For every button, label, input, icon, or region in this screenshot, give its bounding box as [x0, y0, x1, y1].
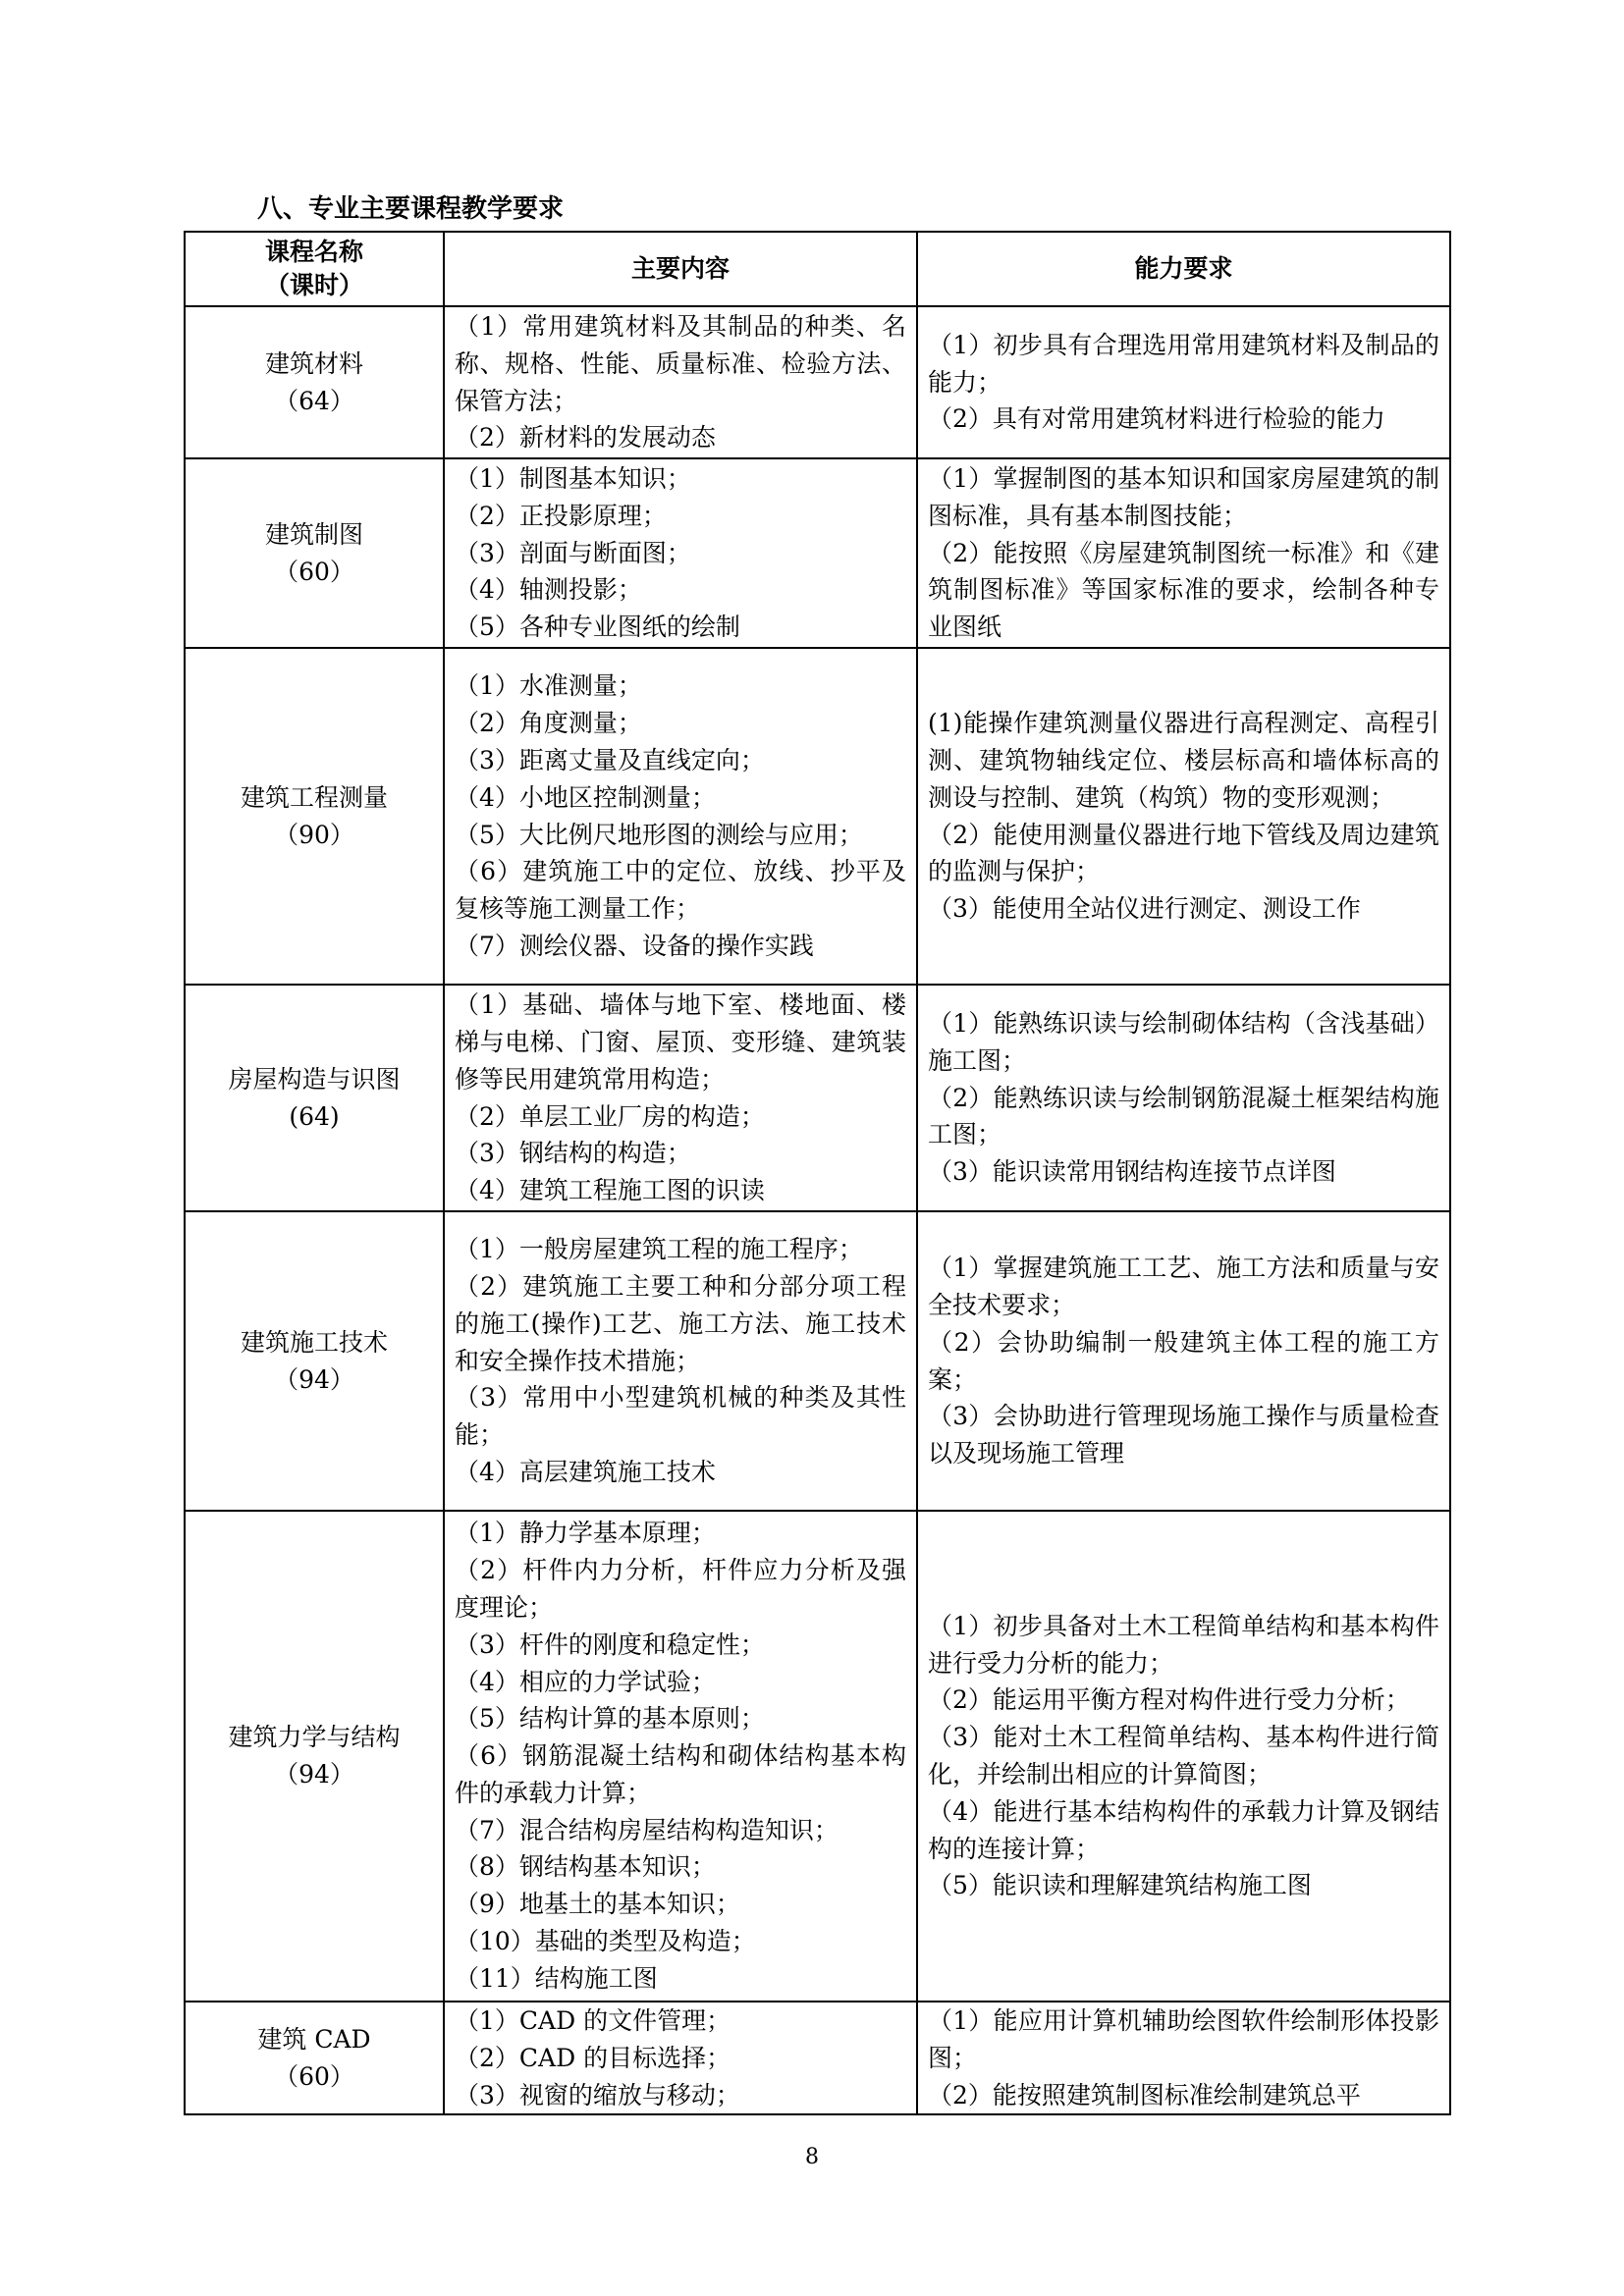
- course-name-cell: [185, 1211, 444, 1511]
- course-content-cell: [444, 648, 917, 985]
- ability-item: （2）具有对常用建筑材料进行检验的能力: [928, 404, 1385, 434]
- course-name-cell: [185, 458, 444, 648]
- course-hours: （60）: [274, 2061, 354, 2091]
- course-hours: （64）: [274, 386, 354, 415]
- content-item: （5）结构计算的基本原则；: [455, 1704, 765, 1734]
- content-item: （1）CAD 的文件管理；: [455, 2006, 731, 2035]
- ability-item: （1）能熟练识读与绘制砌体结构（含浅基础）施工图；: [928, 1009, 1439, 1075]
- course-content-cell: [444, 1511, 917, 2002]
- course-row: [185, 306, 1450, 458]
- ability-item: （2）能使用测量仪器进行地下管线及周边建筑的监测与保护；: [928, 820, 1439, 886]
- ability-item: (1)能操作建筑测量仪器进行高程测定、高程引测、建筑物轴线定位、楼层标高和墙体标高的测设与控制、建筑（构筑）物的变形观测；: [928, 709, 1439, 812]
- course-content-cell: [444, 985, 917, 1211]
- header-course-name: [185, 232, 444, 306]
- ability-item: （3）会协助进行管理现场施工操作与质量检查以及现场施工管理: [928, 1402, 1439, 1468]
- content-item: （3）杆件的刚度和稳定性；: [455, 1629, 765, 1659]
- content-item: （4）建筑工程施工图的识读: [455, 1176, 765, 1205]
- content-item: （7）混合结构房屋结构构造知识；: [455, 1815, 839, 1844]
- content-item: （9）地基土的基本知识；: [455, 1890, 740, 1919]
- course-row: [185, 458, 1450, 648]
- page-number: 8: [805, 2145, 819, 2169]
- content-item: （2）角度测量；: [455, 709, 642, 738]
- content-item: （5）大比例尺地形图的测绘与应用；: [455, 820, 863, 849]
- course-name: 建筑施工技术: [240, 1327, 388, 1357]
- ability-item: （3）能识读常用钢结构连接节点详图: [928, 1157, 1336, 1187]
- content-item: （8）钢结构基本知识；: [455, 1852, 716, 1882]
- course-hours: （94）: [274, 1760, 354, 1789]
- header-course-name-line1: 课程名称: [264, 238, 363, 266]
- content-item: （3）钢结构的构造；: [455, 1139, 691, 1168]
- ability-item: （2）能熟练识读与绘制钢筋混凝土框架结构施工图；: [928, 1083, 1439, 1149]
- course-row: [185, 1511, 1450, 2002]
- course-ability-cell: [917, 306, 1450, 458]
- ability-item: （2）会协助编制一般建筑主体工程的施工方案；: [928, 1327, 1439, 1394]
- content-item: （1）基础、墙体与地下室、楼地面、楼梯与电梯、门窗、屋顶、变形缝、建筑装修等民用建筑常用构造；: [455, 990, 906, 1094]
- content-item: （2）建筑施工主要工种和分部分项工程的施工(操作)工艺、施工方法、施工技术和安全操作技术措施；: [455, 1272, 906, 1375]
- course-name: 房屋构造与识图: [228, 1064, 401, 1094]
- course-name: 建筑材料: [264, 348, 363, 378]
- course-ability-cell: [917, 2002, 1450, 2114]
- content-item: （4）高层建筑施工技术: [455, 1457, 716, 1486]
- course-row: [185, 2002, 1450, 2114]
- ability-item: （1）掌握建筑施工工艺、施工方法和质量与安全技术要求；: [928, 1254, 1439, 1319]
- course-row: [185, 648, 1450, 985]
- content-item: （10）基础的类型及构造；: [455, 1927, 756, 1956]
- course-ability-cell: [917, 458, 1450, 648]
- header-ability-requirements: 能力要求: [917, 232, 1450, 306]
- content-item: （4）相应的力学试验；: [455, 1667, 716, 1696]
- course-ability-cell: [917, 1511, 1450, 2002]
- course-name-cell: [185, 2002, 444, 2114]
- course-hours: （60）: [274, 557, 354, 586]
- ability-item: （2）能运用平衡方程对构件进行受力分析；: [928, 1685, 1410, 1715]
- header-main-content: 主要内容: [444, 232, 917, 306]
- content-item: （2）正投影原理；: [455, 501, 667, 530]
- course-name-cell: [185, 1511, 444, 2002]
- content-item: （4）轴测投影；: [455, 575, 642, 605]
- content-item: （2）杆件内力分析，杆件应力分析及强度理论；: [455, 1556, 906, 1622]
- course-name-cell: [185, 648, 444, 985]
- content-item: （3）视窗的缩放与移动；: [455, 2080, 740, 2109]
- course-name: 建筑工程测量: [240, 782, 388, 812]
- ability-item: （2）能按照建筑制图标准绘制建筑总平: [928, 2080, 1361, 2109]
- ability-item: （1）掌握制图的基本知识和国家房屋建筑的制图标准，具有基本制图技能；: [928, 464, 1439, 530]
- content-item: （1）常用建筑材料及其制品的种类、名称、规格、性能、质量标准、检验方法、保管方法；: [455, 311, 906, 415]
- content-item: （4）小地区控制测量；: [455, 782, 716, 812]
- content-item: （2）单层工业厂房的构造；: [455, 1101, 765, 1131]
- content-item: （11）结构施工图: [455, 1963, 658, 1993]
- ability-item: （5）能识读和理解建筑结构施工图: [928, 1871, 1312, 1900]
- content-item: （2）新材料的发展动态: [455, 423, 716, 453]
- course-ability-cell: [917, 1211, 1450, 1511]
- ability-item: （3）能对土木工程简单结构、基本构件进行简化，并绘制出相应的计算简图；: [928, 1723, 1439, 1789]
- course-name-cell: [185, 306, 444, 458]
- course-ability-cell: [917, 648, 1450, 985]
- ability-item: （2）能按照《房屋建筑制图统一标准》和《建筑制图标准》等国家标准的要求，绘制各种专业图纸: [928, 538, 1439, 642]
- content-item: （1）制图基本知识；: [455, 464, 691, 493]
- content-item: （1）一般房屋建筑工程的施工程序；: [455, 1235, 863, 1264]
- content-item: （7）测绘仪器、设备的操作实践: [455, 931, 814, 960]
- course-content-cell: [444, 458, 917, 648]
- course-content-cell: [444, 2002, 917, 2114]
- content-item: （6）建筑施工中的定位、放线、抄平及复核等施工测量工作；: [455, 857, 906, 924]
- course-name: 建筑力学与结构: [228, 1723, 401, 1752]
- course-name: 建筑制图: [264, 519, 363, 549]
- content-item: （6）钢筋混凝土结构和砌体结构基本构件的承载力计算；: [455, 1741, 906, 1807]
- course-row: [185, 985, 1450, 1211]
- course-hours: （94）: [274, 1364, 354, 1394]
- ability-item: （3）能使用全站仪进行测定、测设工作: [928, 894, 1361, 924]
- content-item: （5）各种专业图纸的绘制: [455, 613, 740, 642]
- content-item: （1）静力学基本原理；: [455, 1519, 716, 1548]
- course-content-cell: [444, 306, 917, 458]
- course-requirements-table: [184, 231, 1451, 2115]
- course-ability-cell: [917, 985, 1450, 1211]
- course-name: 建筑 CAD: [257, 2024, 371, 2054]
- content-item: （3）距离丈量及直线定向；: [455, 745, 765, 774]
- section-title: 八、专业主要课程教学要求: [257, 194, 565, 224]
- course-name-cell: [185, 985, 444, 1211]
- ability-item: （1）能应用计算机辅助绘图软件绘制形体投影图；: [928, 2006, 1439, 2072]
- content-item: （3）剖面与断面图；: [455, 538, 691, 567]
- ability-item: （1）初步具备对土木工程简单结构和基本构件进行受力分析的能力；: [928, 1611, 1439, 1678]
- course-content-cell: [444, 1211, 917, 1511]
- header-course-name-line2: （课时）: [264, 271, 363, 299]
- ability-item: （1）初步具有合理选用常用建筑材料及制品的能力；: [928, 330, 1439, 397]
- ability-item: （4）能进行基本结构构件的承载力计算及钢结构的连接计算；: [928, 1796, 1439, 1863]
- content-item: （1）水准测量；: [455, 671, 642, 701]
- content-item: （3）常用中小型建筑机械的种类及其性能；: [455, 1383, 906, 1450]
- course-hours: (64): [289, 1101, 340, 1131]
- content-item: （2）CAD 的目标选择；: [455, 2043, 731, 2072]
- table-header-row: [185, 232, 1450, 306]
- course-row: [185, 1211, 1450, 1511]
- course-hours: （90）: [274, 820, 354, 849]
